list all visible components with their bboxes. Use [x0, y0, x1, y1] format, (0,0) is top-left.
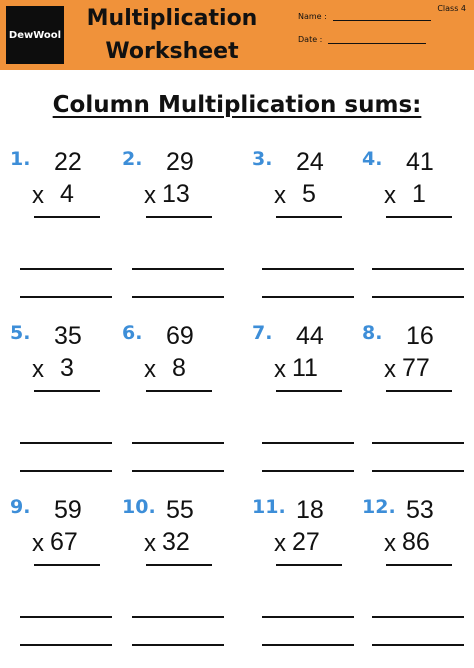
name-line[interactable] — [333, 13, 431, 21]
product-rule — [34, 216, 100, 218]
answer-line-1 — [262, 268, 354, 270]
multiplier: 8 — [172, 354, 186, 382]
problem-7 — [252, 322, 362, 492]
problem-6 — [122, 322, 232, 492]
answer-line-1 — [262, 442, 354, 444]
multiplicand: 55 — [166, 496, 194, 524]
product-rule — [276, 390, 342, 392]
problem-number: 11. — [252, 496, 286, 518]
multiplier: 32 — [162, 528, 190, 556]
problem-number: 7. — [252, 322, 273, 344]
title-line-2: Worksheet — [105, 39, 239, 64]
product-rule — [146, 564, 212, 566]
problem-number: 5. — [10, 322, 31, 344]
problem-4 — [362, 148, 472, 318]
multiplier: 4 — [60, 180, 74, 208]
problem-number: 4. — [362, 148, 383, 170]
multiplier: 86 — [402, 528, 430, 556]
class-label: Class 4 — [437, 4, 466, 13]
times-sign: x — [144, 356, 156, 383]
times-sign: x — [144, 530, 156, 557]
answer-line-1 — [20, 616, 112, 618]
problem-11 — [252, 496, 362, 666]
worksheet-title — [72, 2, 272, 68]
title-line-1: Multiplication — [86, 6, 258, 31]
product-rule — [386, 216, 452, 218]
multiplicand: 41 — [406, 148, 434, 176]
answer-line-2 — [132, 644, 224, 646]
multiplier: 77 — [402, 354, 430, 382]
times-sign: x — [274, 530, 286, 557]
multiplicand: 16 — [406, 322, 434, 350]
problem-number: 2. — [122, 148, 143, 170]
multiplier: 13 — [162, 180, 190, 208]
answer-line-2 — [262, 296, 354, 298]
answer-line-2 — [372, 470, 464, 472]
problem-3 — [252, 148, 362, 318]
answer-line-2 — [132, 470, 224, 472]
answer-line-1 — [132, 442, 224, 444]
problem-number: 3. — [252, 148, 273, 170]
header-bar — [0, 0, 474, 70]
date-label: Date : — [298, 35, 323, 44]
answer-line-1 — [372, 442, 464, 444]
multiplier: 67 — [50, 528, 78, 556]
problem-10 — [122, 496, 232, 666]
product-rule — [146, 216, 212, 218]
page-heading: Column Multiplication sums: — [52, 92, 422, 118]
answer-line-1 — [372, 616, 464, 618]
problem-8 — [362, 322, 472, 492]
problem-number: 10. — [122, 496, 156, 518]
multiplier: 5 — [302, 180, 316, 208]
multiplicand: 35 — [54, 322, 82, 350]
product-rule — [386, 390, 452, 392]
problem-number: 8. — [362, 322, 383, 344]
problem-9 — [10, 496, 120, 666]
problem-number: 9. — [10, 496, 31, 518]
multiplicand: 18 — [296, 496, 324, 524]
answer-line-2 — [372, 296, 464, 298]
product-rule — [146, 390, 212, 392]
name-label: Name : — [298, 12, 327, 21]
problem-number: 6. — [122, 322, 143, 344]
answer-line-1 — [132, 268, 224, 270]
multiplicand: 59 — [54, 496, 82, 524]
times-sign: x — [384, 356, 396, 383]
problem-5 — [10, 322, 120, 492]
times-sign: x — [274, 356, 286, 383]
answer-line-2 — [372, 644, 464, 646]
product-rule — [276, 564, 342, 566]
times-sign: x — [32, 182, 44, 209]
multiplicand: 29 — [166, 148, 194, 176]
answer-line-2 — [262, 470, 354, 472]
times-sign: x — [384, 530, 396, 557]
problem-1 — [10, 148, 120, 318]
date-field[interactable] — [298, 35, 426, 44]
answer-line-2 — [262, 644, 354, 646]
answer-line-2 — [20, 296, 112, 298]
problem-2 — [122, 148, 232, 318]
multiplier: 3 — [60, 354, 74, 382]
multiplier: 27 — [292, 528, 320, 556]
multiplier: 1 — [412, 180, 426, 208]
times-sign: x — [274, 182, 286, 209]
answer-line-2 — [20, 644, 112, 646]
answer-line-1 — [372, 268, 464, 270]
times-sign: x — [32, 530, 44, 557]
answer-line-1 — [20, 268, 112, 270]
multiplicand: 53 — [406, 496, 434, 524]
multiplicand: 69 — [166, 322, 194, 350]
multiplicand: 24 — [296, 148, 324, 176]
times-sign: x — [384, 182, 396, 209]
product-rule — [386, 564, 452, 566]
multiplicand: 22 — [54, 148, 82, 176]
times-sign: x — [32, 356, 44, 383]
product-rule — [34, 390, 100, 392]
problem-number: 1. — [10, 148, 31, 170]
answer-line-1 — [20, 442, 112, 444]
name-field[interactable] — [298, 12, 431, 21]
multiplier: 11 — [292, 354, 318, 382]
product-rule — [276, 216, 342, 218]
dewwool-logo: DewWool — [6, 6, 64, 64]
date-line[interactable] — [328, 36, 426, 44]
product-rule — [34, 564, 100, 566]
times-sign: x — [144, 182, 156, 209]
problem-12 — [362, 496, 472, 666]
multiplicand: 44 — [296, 322, 324, 350]
answer-line-1 — [132, 616, 224, 618]
answer-line-1 — [262, 616, 354, 618]
answer-line-2 — [132, 296, 224, 298]
problem-number: 12. — [362, 496, 396, 518]
answer-line-2 — [20, 470, 112, 472]
